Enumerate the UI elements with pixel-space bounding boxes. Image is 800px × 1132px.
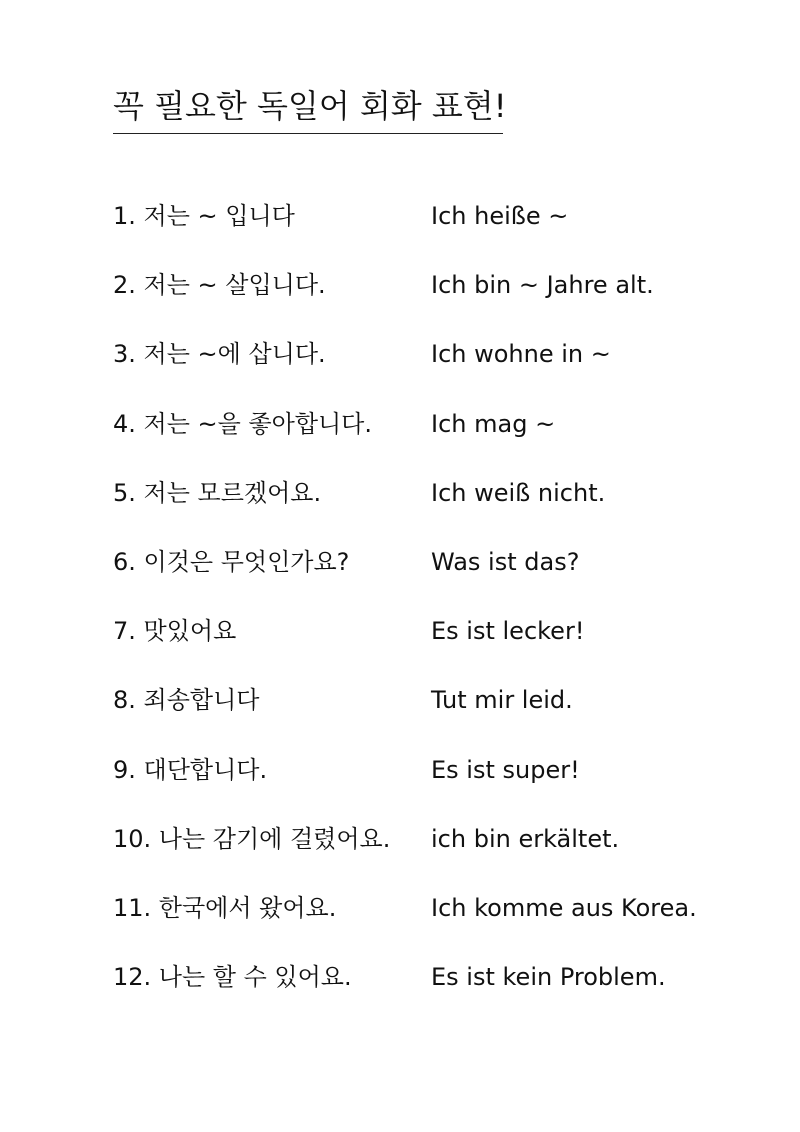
german-phrase: Was ist das?	[431, 547, 580, 576]
phrase-row	[113, 334, 753, 403]
korean-phrase: 11. 한국에서 왔어요.	[113, 893, 337, 922]
german-phrase: ich bin erkältet.	[431, 824, 620, 853]
phrase-list	[113, 196, 753, 1026]
phrase-row	[113, 750, 753, 819]
german-phrase: Ich wohne in ~	[431, 340, 611, 369]
phrase-row	[113, 957, 753, 1026]
german-phrase: Ich weiß nicht.	[431, 478, 606, 507]
german-phrase: Es ist super!	[431, 755, 580, 784]
phrase-row	[113, 542, 753, 611]
german-phrase: Ich heiße ~	[431, 202, 569, 230]
page-title: 꼭 필요한 독일어 회화 표현!	[113, 87, 507, 125]
korean-phrase: 10. 나는 감기에 걸렸어요.	[113, 824, 391, 853]
phrase-row	[113, 473, 753, 542]
korean-phrase: 3. 저는 ~에 삽니다.	[113, 340, 326, 369]
phrase-row	[113, 265, 753, 334]
phrase-row	[113, 196, 753, 265]
german-phrase: Tut mir leid.	[431, 686, 573, 715]
phrase-row	[113, 819, 753, 888]
german-phrase: Ich komme aus Korea.	[431, 893, 697, 922]
korean-phrase: 8. 죄송합니다	[113, 686, 260, 715]
phrase-row	[113, 888, 753, 957]
korean-phrase: 5. 저는 모르겠어요.	[113, 478, 322, 507]
phrase-row	[113, 404, 753, 473]
korean-phrase: 7. 맛있어요	[113, 617, 237, 646]
korean-phrase: 2. 저는 ~ 살입니다.	[113, 271, 326, 300]
german-phrase: Es ist kein Problem.	[431, 963, 666, 992]
phrase-row	[113, 680, 753, 749]
phrase-row	[113, 611, 753, 680]
german-phrase: Ich bin ~ Jahre alt.	[431, 271, 654, 300]
korean-phrase: 6. 이것은 무엇인가요?	[113, 547, 350, 576]
german-phrase: Es ist lecker!	[431, 617, 585, 646]
korean-phrase: 4. 저는 ~을 좋아합니다.	[113, 409, 372, 438]
korean-phrase: 9. 대단합니다.	[113, 755, 268, 784]
german-phrase: Ich mag ~	[431, 409, 556, 438]
title-underline	[113, 133, 503, 134]
korean-phrase: 1. 저는 ~ 입니다	[113, 202, 295, 230]
korean-phrase: 12. 나는 할 수 있어요.	[113, 963, 352, 992]
